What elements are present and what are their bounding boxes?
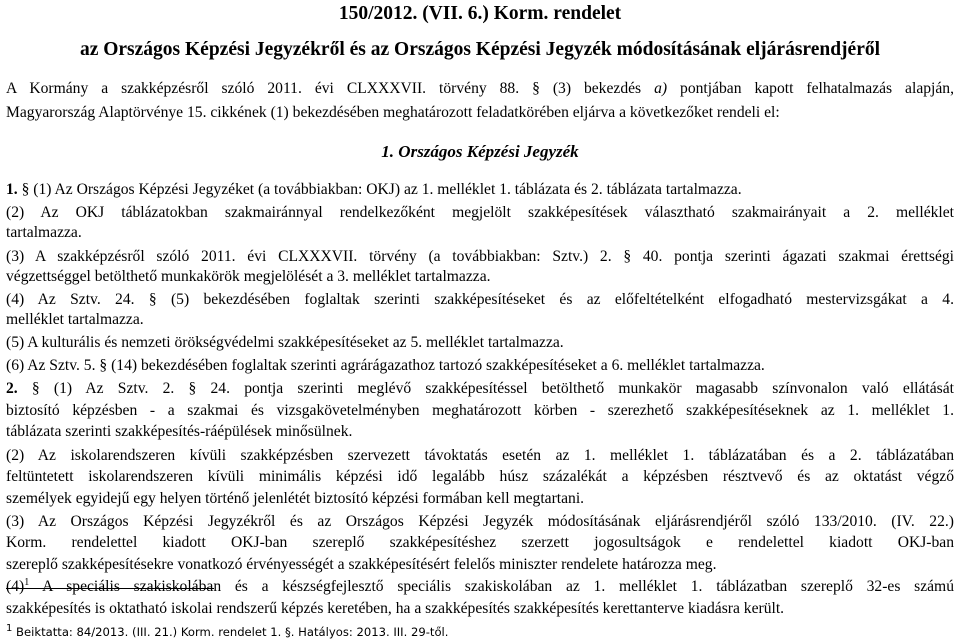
paragraph-line: (3) Az Országos Képzési Jegyzékről és az Országos Képzési Jegyzék módosításának eljárásrendjéről szóló 133/2010. (IV. 22.): [6, 513, 954, 530]
paragraph-line: $(4)^1$ A speciális szakiskolában és a készségfejlesztő speciális szakiskolában az 1. melléklet 1. táblázatban szereplő 32-es számú: [6, 576, 954, 595]
paragraph-line: táblázata szerinti szakképesítés-ráépülések minősülnek.: [6, 423, 353, 440]
footnote-divider: [6, 588, 214, 589]
paragraph-line: (2) Az OKJ táblázatokban szakmairánnyal rendelkezőként megjelölt szakképesítések választható szakmairányait a 2. melléklet: [6, 204, 954, 221]
paragraph-line: (6) Az Sztv. 5. § (14) bekezdésében foglaltak szerinti agrárágazathoz tartozó szakképesítéseket a 6. melléklet tartalmazza.: [6, 357, 765, 374]
paragraph-line: 1. § (1) Az Országos Képzési Jegyzéket (a továbbiakban: OKJ) az 1. melléklet 1. táblázata és 2. táblázata tartalmazza.: [6, 181, 742, 198]
section-heading: 1. Országos Képzési Jegyzék: [381, 142, 579, 161]
paragraph-line: végzettséggel betölthető munkakörök megjelölését a 3. melléklet tartalmazza.: [6, 268, 491, 285]
paragraph-line: 2. § (1) Az Sztv. 2. § 24. pontja szerinti meglévő szakképesítéssel betölthető munkakör magasabb színvonalon való ellátását: [6, 380, 954, 397]
paragraph-line: melléklet tartalmazza.: [6, 311, 144, 328]
paragraph-line: (3) A szakképzésről szóló 2011. évi CLXXXVII. törvény (a továbbiakban: Sztv.) 2. § 40. pontja szerinti ágazati szakmai érettségi: [6, 248, 954, 265]
paragraph-line: (2) Az iskolarendszeren kívüli szakképzésben szervezett távoktatás esetén az 1. melléklet 1. táblázatában és a 2. táblázatában: [6, 447, 954, 464]
paragraph-line: szereplő szakképesítésekre vonatkozó érvényességét a szakképesítésért felelős miniszter rendelete határozza meg.: [6, 556, 717, 573]
paragraph-line: biztosító képzésben - a szakmai és vizsgakövetelményben meghatározott körben - szerezhető szakképesítéseknek az 1. melléklet 1.: [6, 402, 954, 419]
preamble-line-2: Magyarország Alaptörvénye 15. cikkének (1) bekezdésében meghatározott feladatkörében eljárva a következőket rendeli el:: [6, 104, 780, 121]
document-subtitle: az Országos Képzési Jegyzékről és az Országos Képzési Jegyzék módosításának eljárásrendjéről: [79, 39, 881, 60]
footnote: $^1$ Beiktatta: 84/2013. (III. 21.) Korm. rendelet 1. §. Hatályos: 2013. III. 29-től.: [6, 623, 449, 639]
paragraph-line: személyek egyidejű egy helyen történő jelenlétét biztosító képzési formában kell megtartani.: [6, 490, 585, 507]
paragraph-line: Korm. rendelettel kiadott OKJ-ban szereplő szakképesítéshez szerzett jogosultságok e rendelettel kiadott OKJ-ban: [6, 534, 954, 551]
paragraph-line: tartalmazza.: [6, 224, 82, 241]
preamble-line-1: A Kormány a szakképzésről szóló 2011. évi CLXXXVII. törvény 88. § (3) bekezdés a) pontjában kapott felhatalmazás alapján,: [6, 80, 954, 97]
document-title: 150/2012. (VII. 6.) Korm. rendelet: [338, 3, 622, 24]
paragraph-line: szakképesítés is oktatható iskolai rendszerű képzés keretében, ha a szakképesítés szakképesítés kerettanterve kiadásra került.: [6, 600, 785, 617]
paragraph-line: (5) A kulturális és nemzeti örökségvédelmi szakképesítéseket az 5. melléklet tartalmazza.: [6, 334, 564, 351]
paragraph-line: (4) Az Sztv. 24. § (5) bekezdésében foglaltak szerinti szakképesítéseket és az előfeltételként elfogadható mestervizsgákat a 4.: [6, 291, 954, 308]
footnote-mark: 1: [6, 623, 13, 635]
paragraph-line: feltüntetett iskolarendszeren kívüli minimális képzési idő legalább húsz százalékát a képzésben résztvevő és az oktatást végző: [6, 468, 954, 485]
footnote-reference[interactable]: 1: [24, 576, 30, 588]
